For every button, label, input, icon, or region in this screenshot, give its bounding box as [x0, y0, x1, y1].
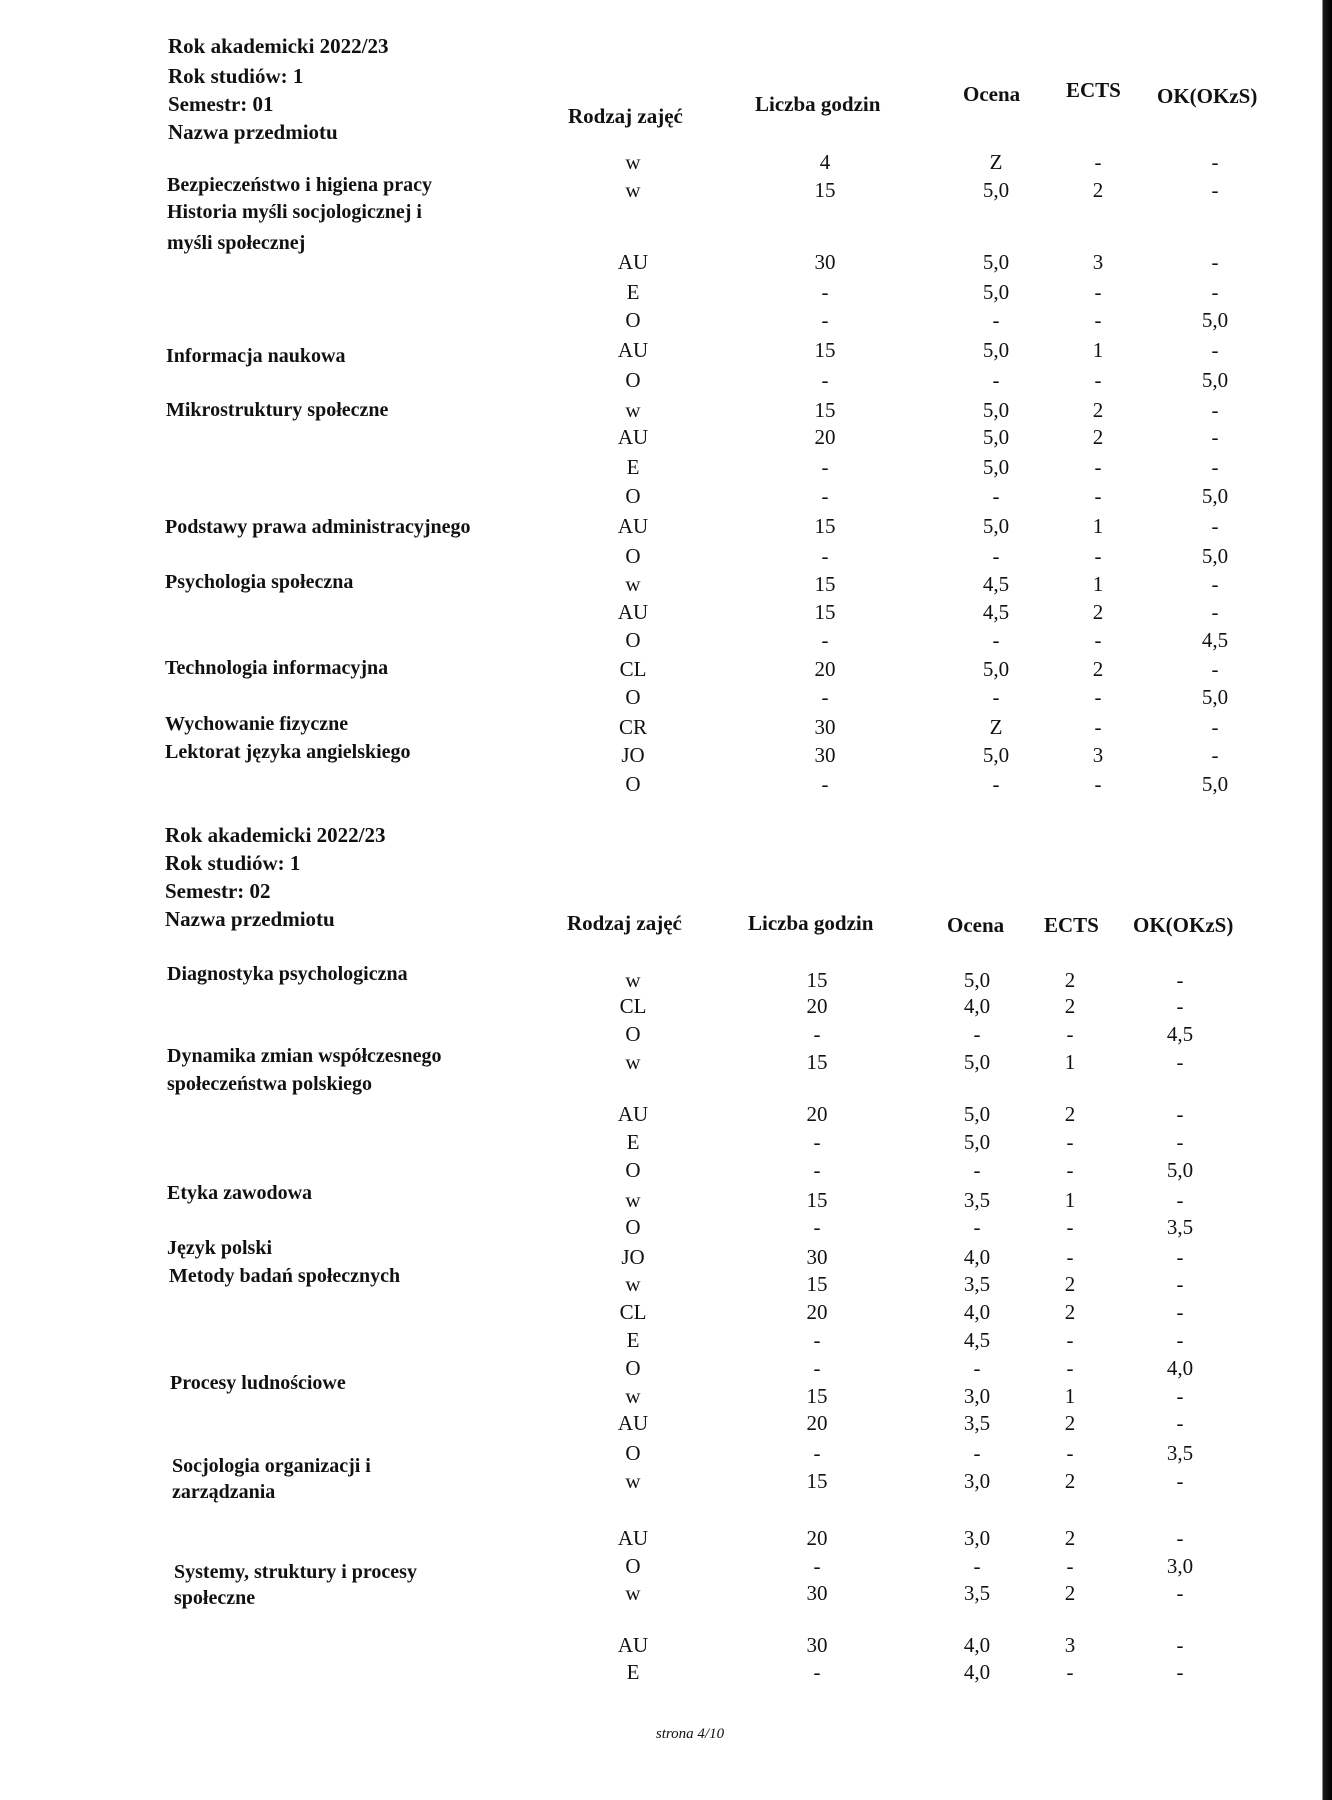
- cell-hours: -: [813, 1215, 821, 1239]
- cell-type: AU: [617, 1633, 649, 1657]
- cell-hours: 20: [806, 1102, 828, 1126]
- cell-ects: -: [1094, 628, 1102, 652]
- cell-grade: 4,0: [963, 994, 991, 1018]
- subject-name: Wychowanie fizyczne: [165, 713, 349, 735]
- cell-ects: -: [1094, 368, 1102, 392]
- cell-hours: 15: [814, 514, 836, 538]
- cell-type: O: [625, 628, 641, 652]
- cell-type: AU: [617, 1526, 649, 1550]
- cell-ects: -: [1066, 1130, 1074, 1154]
- academic-year: Rok akademicki 2022/23: [165, 823, 386, 847]
- subject-name: Technologia informacyjna: [165, 657, 389, 679]
- cell-grade: -: [992, 484, 1000, 508]
- cell-grade: Z: [989, 715, 1003, 739]
- cell-hours: 15: [814, 398, 836, 422]
- cell-hours: 15: [806, 1469, 828, 1493]
- cell-ok: -: [1176, 994, 1184, 1018]
- cell-hours: 20: [806, 1526, 828, 1550]
- column-header-grade: Ocena: [963, 82, 1021, 106]
- subject-name: Dynamika zmian współczesnego: [167, 1045, 442, 1067]
- cell-type: AU: [617, 425, 649, 449]
- cell-grade: -: [992, 308, 1000, 332]
- cell-grade: 5,0: [963, 968, 991, 992]
- cell-ects: -: [1066, 1158, 1074, 1182]
- cell-ok: -: [1211, 250, 1219, 274]
- cell-grade: 5,0: [982, 178, 1010, 202]
- cell-grade: 4,5: [963, 1328, 991, 1352]
- cell-grade: 5,0: [982, 250, 1010, 274]
- cell-ok: -: [1211, 280, 1219, 304]
- cell-grade: 5,0: [982, 455, 1010, 479]
- cell-hours: -: [813, 1441, 821, 1465]
- cell-type: CR: [618, 715, 648, 739]
- cell-ok: -: [1176, 1300, 1184, 1324]
- cell-type: O: [625, 1215, 641, 1239]
- cell-ects: 3: [1092, 250, 1104, 274]
- cell-hours: -: [813, 1022, 821, 1046]
- cell-hours: 15: [806, 1050, 828, 1074]
- cell-type: O: [625, 368, 641, 392]
- cell-type: w: [625, 1050, 641, 1074]
- cell-grade: 3,5: [963, 1272, 991, 1296]
- cell-ok: -: [1176, 1328, 1184, 1352]
- cell-type: w: [625, 1384, 641, 1408]
- cell-type: O: [625, 1158, 641, 1182]
- cell-ok: -: [1211, 398, 1219, 422]
- cell-grade: 4,5: [982, 600, 1010, 624]
- cell-grade: 5,0: [982, 338, 1010, 362]
- cell-grade: 5,0: [963, 1050, 991, 1074]
- cell-ok: 5,0: [1201, 308, 1229, 332]
- cell-grade: 3,0: [963, 1384, 991, 1408]
- cell-ok: 5,0: [1201, 368, 1229, 392]
- cell-hours: -: [813, 1554, 821, 1578]
- cell-grade: 5,0: [982, 398, 1010, 422]
- cell-hours: -: [813, 1328, 821, 1352]
- cell-hours: -: [821, 455, 829, 479]
- cell-ects: 3: [1064, 1633, 1076, 1657]
- cell-ects: 2: [1064, 1272, 1076, 1296]
- cell-grade: 3,5: [963, 1581, 991, 1605]
- cell-type: AU: [617, 1411, 649, 1435]
- cell-hours: -: [813, 1356, 821, 1380]
- cell-hours: -: [821, 280, 829, 304]
- cell-ok: -: [1176, 1384, 1184, 1408]
- cell-type: O: [625, 772, 641, 796]
- cell-grade: -: [973, 1441, 981, 1465]
- study-year: Rok studiów: 1: [168, 64, 304, 88]
- cell-type: E: [626, 455, 640, 479]
- column-header-ects: ECTS: [1066, 78, 1121, 102]
- cell-ects: -: [1066, 1660, 1074, 1684]
- cell-type: E: [626, 1328, 640, 1352]
- column-header-subject: Nazwa przedmiotu: [165, 907, 335, 931]
- cell-ok: -: [1176, 1050, 1184, 1074]
- subject-name: Etyka zawodowa: [167, 1182, 313, 1204]
- cell-ok: 5,0: [1201, 685, 1229, 709]
- subject-name: Metody badań społecznych: [169, 1265, 401, 1287]
- cell-ects: -: [1066, 1328, 1074, 1352]
- cell-ok: -: [1176, 1660, 1184, 1684]
- cell-hours: 15: [806, 1384, 828, 1408]
- cell-hours: 20: [806, 1300, 828, 1324]
- cell-grade: -: [992, 368, 1000, 392]
- cell-type: O: [625, 1022, 641, 1046]
- cell-type: O: [625, 685, 641, 709]
- cell-type: JO: [621, 1245, 645, 1269]
- cell-ok: 5,0: [1201, 484, 1229, 508]
- cell-grade: -: [992, 685, 1000, 709]
- cell-ok: 5,0: [1201, 544, 1229, 568]
- cell-grade: 4,0: [963, 1245, 991, 1269]
- column-header-grade: Ocena: [947, 913, 1005, 937]
- semester-label: Semestr: 02: [165, 879, 271, 903]
- cell-ok: -: [1211, 455, 1219, 479]
- cell-ects: 1: [1092, 572, 1104, 596]
- cell-grade: -: [992, 544, 1000, 568]
- cell-hours: 15: [806, 968, 828, 992]
- cell-type: O: [625, 1554, 641, 1578]
- cell-grade: 3,5: [963, 1411, 991, 1435]
- cell-ok: -: [1176, 1188, 1184, 1212]
- cell-ects: 2: [1064, 1411, 1076, 1435]
- cell-type: w: [625, 398, 641, 422]
- cell-ok: -: [1176, 1526, 1184, 1550]
- cell-grade: 5,0: [982, 280, 1010, 304]
- column-header-type: Rodzaj zajęć: [568, 104, 683, 128]
- cell-type: AU: [617, 600, 649, 624]
- cell-hours: 30: [814, 715, 836, 739]
- cell-hours: 15: [814, 338, 836, 362]
- subject-name: Podstawy prawa administracyjnego: [165, 516, 471, 538]
- cell-ects: 2: [1064, 1102, 1076, 1126]
- cell-grade: 5,0: [963, 1130, 991, 1154]
- cell-type: w: [625, 1272, 641, 1296]
- cell-type: E: [626, 1130, 640, 1154]
- cell-ects: 2: [1064, 1469, 1076, 1493]
- cell-ok: -: [1211, 150, 1219, 174]
- cell-ects: 3: [1092, 743, 1104, 767]
- cell-ects: 2: [1092, 600, 1104, 624]
- cell-ects: -: [1066, 1215, 1074, 1239]
- cell-ok: 3,5: [1166, 1215, 1194, 1239]
- cell-ects: 1: [1064, 1050, 1076, 1074]
- cell-ok: -: [1211, 657, 1219, 681]
- column-header-hours: Liczba godzin: [755, 92, 881, 116]
- cell-ects: -: [1066, 1554, 1074, 1578]
- cell-grade: 4,0: [963, 1633, 991, 1657]
- column-header-ok: OK(OKzS): [1133, 913, 1234, 937]
- cell-ects: 1: [1092, 338, 1104, 362]
- cell-type: E: [626, 1660, 640, 1684]
- cell-type: AU: [617, 250, 649, 274]
- cell-ects: -: [1094, 280, 1102, 304]
- cell-hours: 15: [814, 600, 836, 624]
- subject-name: zarządzania: [172, 1481, 276, 1503]
- cell-type: w: [625, 178, 641, 202]
- cell-ects: 2: [1064, 1300, 1076, 1324]
- subject-name: Bezpieczeństwo i higiena pracy: [167, 174, 432, 196]
- study-year: Rok studiów: 1: [165, 851, 301, 875]
- cell-ok: -: [1176, 1272, 1184, 1296]
- cell-hours: -: [821, 685, 829, 709]
- cell-type: AU: [617, 338, 649, 362]
- column-header-ok: OK(OKzS): [1157, 84, 1258, 108]
- cell-ok: -: [1211, 572, 1219, 596]
- subject-name: Historia myśli socjologicznej i: [167, 201, 422, 223]
- cell-ects: -: [1066, 1022, 1074, 1046]
- cell-hours: 30: [814, 250, 836, 274]
- cell-hours: -: [821, 308, 829, 332]
- cell-ects: 2: [1092, 398, 1104, 422]
- cell-hours: -: [821, 628, 829, 652]
- cell-grade: 5,0: [982, 514, 1010, 538]
- cell-grade: -: [973, 1215, 981, 1239]
- cell-ects: 2: [1092, 178, 1104, 202]
- cell-grade: 4,0: [963, 1660, 991, 1684]
- cell-type: w: [625, 1469, 641, 1493]
- cell-ok: -: [1176, 1102, 1184, 1126]
- cell-ects: 2: [1064, 994, 1076, 1018]
- cell-type: w: [625, 968, 641, 992]
- cell-grade: -: [973, 1158, 981, 1182]
- column-header-hours: Liczba godzin: [748, 911, 874, 935]
- cell-type: CL: [619, 1300, 647, 1324]
- cell-hours: -: [813, 1130, 821, 1154]
- cell-ects: -: [1094, 150, 1102, 174]
- cell-ok: 4,5: [1201, 628, 1229, 652]
- cell-ok: 5,0: [1166, 1158, 1194, 1182]
- cell-hours: 15: [806, 1272, 828, 1296]
- subject-name: Systemy, struktury i procesy: [174, 1561, 417, 1583]
- semester-label: Semestr: 01: [168, 92, 274, 116]
- cell-ok: -: [1211, 178, 1219, 202]
- cell-ects: 2: [1064, 1581, 1076, 1605]
- page-number: strona 4/10: [655, 1726, 725, 1742]
- cell-ects: 1: [1064, 1384, 1076, 1408]
- academic-year: Rok akademicki 2022/23: [168, 34, 389, 58]
- cell-ects: -: [1094, 484, 1102, 508]
- subject-name: myśli społecznej: [167, 232, 306, 254]
- cell-ok: -: [1176, 1469, 1184, 1493]
- cell-ok: 4,0: [1166, 1356, 1194, 1380]
- cell-ok: -: [1211, 514, 1219, 538]
- cell-type: w: [625, 1581, 641, 1605]
- cell-grade: 5,0: [982, 657, 1010, 681]
- cell-ok: -: [1211, 338, 1219, 362]
- cell-grade: -: [992, 628, 1000, 652]
- cell-hours: 20: [806, 1411, 828, 1435]
- cell-ects: -: [1094, 455, 1102, 479]
- cell-grade: Z: [989, 150, 1003, 174]
- cell-type: O: [625, 308, 641, 332]
- subject-name: Psychologia społeczna: [165, 571, 354, 593]
- column-header-ects: ECTS: [1044, 913, 1099, 937]
- cell-ects: -: [1066, 1245, 1074, 1269]
- cell-ects: 2: [1092, 657, 1104, 681]
- cell-ects: -: [1066, 1441, 1074, 1465]
- cell-hours: 15: [814, 178, 836, 202]
- subject-name: Mikrostruktury społeczne: [166, 399, 389, 421]
- cell-ects: -: [1066, 1356, 1074, 1380]
- cell-ok: -: [1176, 1130, 1184, 1154]
- subject-name: Procesy ludnościowe: [170, 1372, 346, 1394]
- cell-grade: 5,0: [982, 743, 1010, 767]
- cell-type: AU: [617, 1102, 649, 1126]
- cell-ects: -: [1094, 715, 1102, 739]
- cell-type: O: [625, 484, 641, 508]
- cell-grade: 3,0: [963, 1526, 991, 1550]
- cell-type: w: [625, 572, 641, 596]
- cell-type: O: [625, 1356, 641, 1380]
- cell-grade: 4,5: [982, 572, 1010, 596]
- scan-page-edge: [1318, 0, 1332, 1800]
- cell-ok: -: [1211, 425, 1219, 449]
- cell-hours: 15: [814, 572, 836, 596]
- cell-grade: 4,0: [963, 1300, 991, 1324]
- subject-name: społeczne: [174, 1587, 256, 1609]
- cell-ok: -: [1211, 600, 1219, 624]
- cell-ects: -: [1094, 685, 1102, 709]
- cell-ok: -: [1176, 1411, 1184, 1435]
- cell-grade: 5,0: [963, 1102, 991, 1126]
- subject-name: Diagnostyka psychologiczna: [167, 963, 408, 985]
- cell-type: O: [625, 544, 641, 568]
- subject-name: Lektorat języka angielskiego: [165, 741, 411, 763]
- cell-ects: 2: [1064, 1526, 1076, 1550]
- cell-ok: -: [1211, 715, 1219, 739]
- cell-hours: -: [821, 368, 829, 392]
- subject-name: Informacja naukowa: [166, 345, 346, 367]
- cell-ok: 3,5: [1166, 1441, 1194, 1465]
- cell-grade: 3,0: [963, 1469, 991, 1493]
- cell-hours: 20: [806, 994, 828, 1018]
- cell-hours: 30: [814, 743, 836, 767]
- cell-grade: -: [973, 1554, 981, 1578]
- cell-ects: 2: [1064, 968, 1076, 992]
- cell-grade: -: [973, 1356, 981, 1380]
- cell-type: CL: [619, 657, 647, 681]
- subject-name: Język polski: [167, 1237, 273, 1259]
- cell-hours: -: [821, 772, 829, 796]
- cell-ects: -: [1094, 308, 1102, 332]
- subject-name: społeczeństwa polskiego: [167, 1073, 372, 1095]
- cell-hours: 30: [806, 1581, 828, 1605]
- cell-hours: 30: [806, 1245, 828, 1269]
- cell-ok: 5,0: [1201, 772, 1229, 796]
- cell-grade: 5,0: [982, 425, 1010, 449]
- cell-hours: 20: [814, 657, 836, 681]
- cell-ok: -: [1176, 1633, 1184, 1657]
- cell-ok: 3,0: [1166, 1554, 1194, 1578]
- cell-hours: 20: [814, 425, 836, 449]
- cell-type: w: [625, 150, 641, 174]
- column-header-type: Rodzaj zajęć: [567, 911, 682, 935]
- cell-hours: -: [821, 484, 829, 508]
- cell-type: JO: [621, 743, 645, 767]
- cell-ok: 4,5: [1166, 1022, 1194, 1046]
- column-header-subject: Nazwa przedmiotu: [168, 120, 338, 144]
- cell-ects: 1: [1064, 1188, 1076, 1212]
- cell-hours: -: [813, 1660, 821, 1684]
- cell-ok: -: [1176, 968, 1184, 992]
- subject-name: Socjologia organizacji i: [172, 1455, 371, 1477]
- cell-grade: -: [973, 1022, 981, 1046]
- cell-ects: -: [1094, 772, 1102, 796]
- cell-hours: 30: [806, 1633, 828, 1657]
- cell-type: w: [625, 1188, 641, 1212]
- cell-ok: -: [1176, 1581, 1184, 1605]
- cell-ects: 1: [1092, 514, 1104, 538]
- cell-ects: 2: [1092, 425, 1104, 449]
- cell-hours: -: [813, 1158, 821, 1182]
- cell-type: AU: [617, 514, 649, 538]
- cell-type: CL: [619, 994, 647, 1018]
- cell-grade: 3,5: [963, 1188, 991, 1212]
- cell-hours: -: [821, 544, 829, 568]
- cell-ok: -: [1211, 743, 1219, 767]
- cell-type: O: [625, 1441, 641, 1465]
- cell-ok: -: [1176, 1245, 1184, 1269]
- cell-type: E: [626, 280, 640, 304]
- cell-ects: -: [1094, 544, 1102, 568]
- cell-grade: -: [992, 772, 1000, 796]
- cell-hours: 4: [819, 150, 831, 174]
- cell-hours: 15: [806, 1188, 828, 1212]
